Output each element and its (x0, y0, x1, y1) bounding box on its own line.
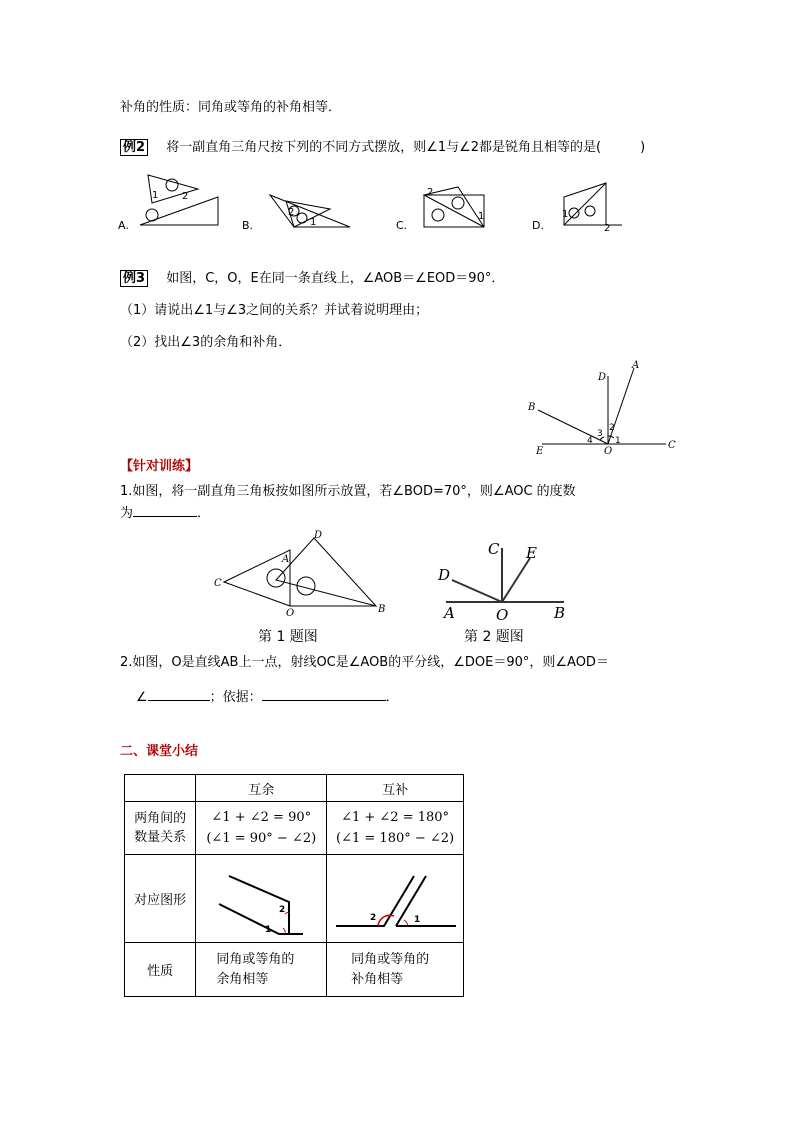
fig-b-label-2: 2 (288, 207, 295, 218)
q1-suffix: ． (197, 506, 211, 521)
fig1-label-o: O (286, 608, 295, 619)
row1-label: 两角间的数量关系 (125, 802, 196, 855)
summary-header-blank (125, 775, 196, 802)
q2-suffix: ． (385, 690, 399, 705)
row2-supplementary-figure (327, 855, 464, 943)
fig2-label-c: C (488, 540, 500, 558)
row1-c2-formula-alt: (∠1 = 180° − ∠2) (336, 831, 455, 846)
option-b-label: B. (242, 219, 254, 232)
comp-fig-label-2: 2 (279, 904, 286, 915)
fig1-caption: 第 1 题图 (258, 629, 318, 645)
fig3-label-b: B (528, 402, 536, 413)
row1-c2-formula: ∠1 + ∠2 = 180° (341, 810, 450, 825)
summary-row-relation (125, 802, 464, 855)
q2-reason-blank[interactable] (262, 688, 386, 701)
fig2-label-b: B (554, 604, 566, 622)
row3-c1-text: 同角或等角的余角相等 (216, 951, 295, 987)
row1-c1-formula-alt: (∠1 = 90° − ∠2) (206, 831, 317, 846)
q1-answer-blank[interactable] (133, 504, 197, 517)
fig2-label-d: D (438, 566, 451, 584)
example3-question-2: （2）找出∠3的余角和补角． (120, 335, 292, 350)
practice-q1-line1: 1.如图，将一副直角三角板按如图所示放置，若∠BOD=70°，则∠AOC 的度数 (120, 484, 576, 499)
row1-c1-formula: ∠1 + ∠2 = 90° (211, 810, 312, 825)
practice-q1-line2 (120, 504, 210, 523)
example2-line (120, 139, 645, 157)
summary-col-complementary: 互余 (196, 775, 327, 802)
summary-header-row (125, 775, 464, 802)
fig3-label-2: 2 (609, 423, 615, 433)
fig3-label-3: 3 (597, 429, 603, 439)
fig-c-label-1: 1 (478, 211, 485, 222)
fig2-label-a: A (444, 604, 455, 622)
practice-figure-2 (436, 534, 576, 624)
fig1-label-b: B (378, 604, 386, 615)
summary-table (124, 774, 464, 997)
supp-fig-label-2: 2 (370, 912, 377, 923)
row3-supplementary (327, 943, 464, 997)
row2-label: 对应图形 (125, 855, 196, 943)
practice-q2-line1: 2.如图，O是直线AB上一点，射线OC是∠AOB的平分线，∠DOE＝90°，则∠AOD＝ (120, 655, 609, 670)
fig3-label-a: A (632, 360, 640, 371)
option-d-label: D. (532, 219, 544, 232)
comp-fig-label-1: 1 (265, 924, 272, 935)
fig1-label-a: A (282, 554, 290, 565)
q1-prefix: 为 (120, 506, 134, 521)
summary-title: 二、课堂小结 (120, 744, 199, 759)
option-a-label: A. (118, 219, 129, 232)
fig-a-label-2: 2 (182, 191, 189, 202)
fig3-label-4: 4 (587, 436, 593, 446)
fig2-caption: 第 2 题图 (464, 629, 524, 645)
row3-c2-text: 同角或等角的补角相等 (351, 951, 430, 987)
example2-tag: 例2 (120, 139, 148, 156)
fig3-label-d: D (598, 372, 607, 383)
fig-b-label-1: 1 (310, 217, 317, 228)
example3-question-1: （1）请说出∠1与∠3之间的关系？并试着说明理由； (120, 303, 429, 318)
row1-complementary (196, 802, 327, 855)
example3-tag: 例3 (120, 270, 148, 287)
supp-fig-label-1: 1 (414, 914, 421, 925)
option-c-label: C. (396, 219, 408, 232)
row1-supplementary (327, 802, 464, 855)
q2-prefix: ∠ (136, 690, 148, 705)
practice-q2-line2 (136, 688, 399, 707)
fig-d-label-2: 2 (604, 223, 611, 234)
practice-title: 【针对训练】 (120, 459, 199, 474)
example2-text: 将一副直角三角尺按下列的不同方式摆放，则∠1与∠2都是锐角且相等的是( ) (166, 140, 646, 155)
summary-col-supplementary: 互补 (327, 775, 464, 802)
fig2-label-e: E (526, 544, 537, 562)
q2-mid: ；依据： (209, 690, 262, 705)
supplementary-angle-figure (330, 856, 460, 938)
example3-text: 如图，C，O，E在同一条直线上，∠AOB＝∠EOD＝90°． (166, 271, 505, 286)
fig-d-label-1: 1 (562, 209, 569, 220)
example3-line (120, 270, 504, 288)
row2-complementary-figure (196, 855, 327, 943)
fig3-label-o: O (604, 446, 613, 457)
practice-figure-1 (210, 528, 390, 620)
fig-a-label-1: 1 (152, 190, 159, 201)
summary-row-property (125, 943, 464, 997)
row3-label: 性质 (125, 943, 196, 997)
fig3-label-c: C (668, 440, 676, 451)
complementary-angle-figure (199, 856, 323, 938)
example2-figures (118, 163, 638, 235)
q2-angle-blank[interactable] (148, 688, 210, 701)
fig2-label-o: O (496, 606, 509, 624)
fig1-label-c: C (214, 578, 222, 589)
fig-c-label-2: 2 (427, 187, 434, 198)
fig1-label-d: D (314, 530, 323, 541)
option-d-figure (564, 183, 622, 225)
top-property-text: 补角的性质：同角或等角的补角相等． (120, 100, 342, 115)
row3-complementary (196, 943, 327, 997)
example3-figure (520, 358, 680, 458)
summary-row-figure (125, 855, 464, 943)
fig3-label-e: E (536, 446, 544, 457)
fig3-label-1: 1 (615, 436, 621, 446)
